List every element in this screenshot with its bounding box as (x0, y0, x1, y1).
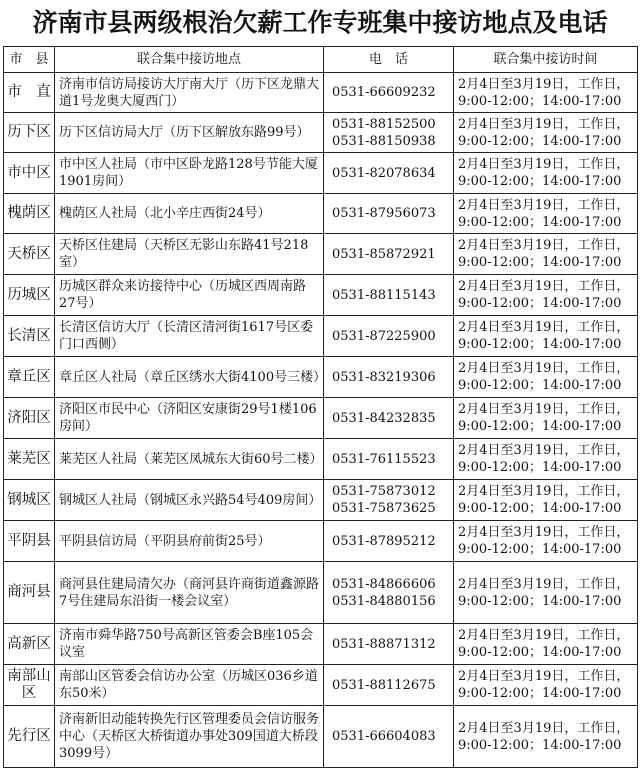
table-row (4, 665, 638, 706)
time-cell: 2月4日至3月19日，工作日，9:00-12:00；14:00-17:00 (454, 665, 638, 706)
phone-cell (324, 234, 454, 275)
time-cell: 2月4日至3月19日，工作日，9:00-12:00；14:00-17:00 (454, 357, 638, 398)
phone-number: 0531-84880156 (332, 593, 436, 609)
phone-number: 0531-66609232 (332, 85, 436, 100)
phone-number: 0531-87956073 (332, 206, 436, 221)
phone-number: 0531-75873625 (332, 501, 436, 516)
time-cell: 2月4日至3月19日，工作日，9:00-12:00；14:00-17:00 (454, 316, 638, 357)
address-cell: 济南市舜华路750号高新区管委会B座105会议室 (55, 624, 324, 665)
address-cell: 济南市信访局接访大厅南大厅（历下区龙鼎大道1号龙奥大厦西门） (55, 73, 324, 113)
table-row (4, 153, 638, 194)
petition-locations-table (3, 46, 638, 768)
header-address: 联合集中接访地点 (55, 47, 324, 73)
county-cell: 长清区 (4, 316, 55, 357)
phone-number: 0531-88112675 (332, 677, 436, 693)
county-cell: 历下区 (4, 113, 55, 153)
phone-cell (324, 706, 454, 768)
table-row (4, 194, 638, 234)
county-cell: 市 直 (4, 73, 55, 113)
phone-number: 0531-84866606 (332, 576, 436, 592)
county-cell: 章丘区 (4, 357, 55, 398)
time-cell: 2月4日至3月19日，工作日，9:00-12:00；14:00-17:00 (454, 153, 638, 194)
county-cell: 莱芜区 (4, 439, 55, 480)
time-cell: 2月4日至3月19日，工作日，9:00-12:00；14:00-17:00 (454, 706, 638, 768)
county-cell: 先行区 (4, 706, 55, 768)
address-cell: 平阴县信访局（平阴县府前街25号） (55, 521, 324, 562)
county-cell: 高新区 (4, 624, 55, 665)
phone-number: 0531-76115523 (332, 451, 436, 467)
phone-number: 0531-66604083 (332, 729, 436, 744)
table-row (4, 275, 638, 316)
header-time: 联合集中接访时间 (454, 47, 638, 73)
county-cell: 南部山区 (4, 665, 55, 706)
county-cell: 济阳区 (4, 398, 55, 439)
phone-cell (324, 316, 454, 357)
table-row (4, 234, 638, 275)
address-cell: 历城区群众来访接待中心（历城区西周南路27号） (55, 275, 324, 316)
time-cell: 2月4日至3月19日，工作日，9:00-12:00；14:00-17:00 (454, 194, 638, 234)
county-cell: 天桥区 (4, 234, 55, 275)
time-cell: 2月4日至3月19日，工作日，9:00-12:00；14:00-17:00 (454, 234, 638, 275)
county-cell: 平阴县 (4, 521, 55, 562)
table-row (4, 398, 638, 439)
header-phone: 电 话 (324, 47, 454, 73)
phone-cell (324, 624, 454, 665)
table-row (4, 624, 638, 665)
phone-number: 0531-85872921 (332, 246, 436, 262)
phone-number: 0531-84232835 (332, 410, 436, 426)
time-cell: 2月4日至3月19日，工作日，9:00-12:00；14:00-17:00 (454, 275, 638, 316)
table-header-row (4, 47, 638, 73)
time-cell: 2月4日至3月19日，工作日，9:00-12:00；14:00-17:00 (454, 562, 638, 624)
address-cell: 长清区信访大厅（长清区清河街1617号区委门口西侧） (55, 316, 324, 357)
county-cell: 商河县 (4, 562, 55, 624)
page-title: 济南市县两级根治欠薪工作专班集中接访地点及电话 (32, 8, 608, 37)
time-cell: 2月4日至3月19日，工作日，9:00-12:00；14:00-17:00 (454, 73, 638, 113)
phone-cell (324, 480, 454, 521)
phone-number: 0531-83219306 (332, 369, 436, 385)
table-body (4, 73, 638, 768)
address-cell: 天桥区住建局（天桥区无影山东路41号218室） (55, 234, 324, 275)
time-cell: 2月4日至3月19日，工作日，9:00-12:00；14:00-17:00 (454, 439, 638, 480)
time-cell: 2月4日至3月19日，工作日，9:00-12:00；14:00-17:00 (454, 624, 638, 665)
table-row (4, 480, 638, 521)
phone-number: 0531-88152500 (332, 116, 436, 132)
address-cell: 南部山区管委会信访办公室（历城区036乡道东50米） (55, 665, 324, 706)
address-cell: 钢城区人社局（钢城区永兴路54号409房间） (55, 480, 324, 521)
phone-cell (324, 357, 454, 398)
address-cell: 章丘区人社局（章丘区绣水大街4100号三楼） (55, 357, 324, 398)
phone-cell (324, 275, 454, 316)
phone-number: 0531-88871312 (332, 636, 436, 652)
phone-number: 0531-88150938 (332, 133, 436, 149)
county-cell: 历城区 (4, 275, 55, 316)
phone-cell (324, 562, 454, 624)
phone-cell (324, 194, 454, 234)
time-cell: 2月4日至3月19日，工作日，9:00-12:00；14:00-17:00 (454, 398, 638, 439)
phone-number: 0531-87895212 (332, 533, 436, 549)
phone-number: 0531-87225900 (332, 328, 436, 344)
phone-number: 0531-82078634 (332, 165, 436, 181)
table-row (4, 439, 638, 480)
header-county: 市 县 (4, 47, 55, 73)
time-cell: 2月4日至3月19日，工作日，9:00-12:00；14:00-17:00 (454, 113, 638, 153)
address-cell: 济南新旧动能转换先行区管理委员会信访服务中心（天桥区大桥街道办事处309国道大桥段3099号） (55, 706, 324, 768)
phone-cell (324, 521, 454, 562)
table-row (4, 521, 638, 562)
address-cell: 槐荫区人社局（北小辛庄西街24号） (55, 194, 324, 234)
phone-cell (324, 398, 454, 439)
time-cell: 2月4日至3月19日，工作日，9:00-12:00；14:00-17:00 (454, 521, 638, 562)
county-cell: 市中区 (4, 153, 55, 194)
address-cell: 商河县住建局清欠办（商河县许商街道鑫源路7号住建局东沿街一楼会议室） (55, 562, 324, 624)
phone-number: 0531-75873012 (332, 484, 436, 499)
county-cell: 槐荫区 (4, 194, 55, 234)
table-row (4, 316, 638, 357)
phone-number: 0531-88115143 (332, 287, 436, 303)
table-row (4, 562, 638, 624)
phone-cell (324, 153, 454, 194)
table-row (4, 357, 638, 398)
address-cell: 济阳区市民中心（济阳区安康街29号1楼106房间） (55, 398, 324, 439)
address-cell: 历下区信访局大厅（历下区解放东路99号） (55, 113, 324, 153)
table-row (4, 113, 638, 153)
table-row (4, 73, 638, 113)
address-cell: 市中区人社局（市中区卧龙路128号节能大厦1901房间） (55, 153, 324, 194)
phone-cell (324, 665, 454, 706)
address-cell: 莱芜区人社局（莱芜区凤城东大街60号二楼） (55, 439, 324, 480)
phone-cell (324, 113, 454, 153)
county-cell: 钢城区 (4, 480, 55, 521)
time-cell: 2月4日至3月19日，工作日，9:00-12:00；14:00-17:00 (454, 480, 638, 521)
table-row (4, 706, 638, 768)
phone-cell (324, 439, 454, 480)
phone-cell (324, 73, 454, 113)
